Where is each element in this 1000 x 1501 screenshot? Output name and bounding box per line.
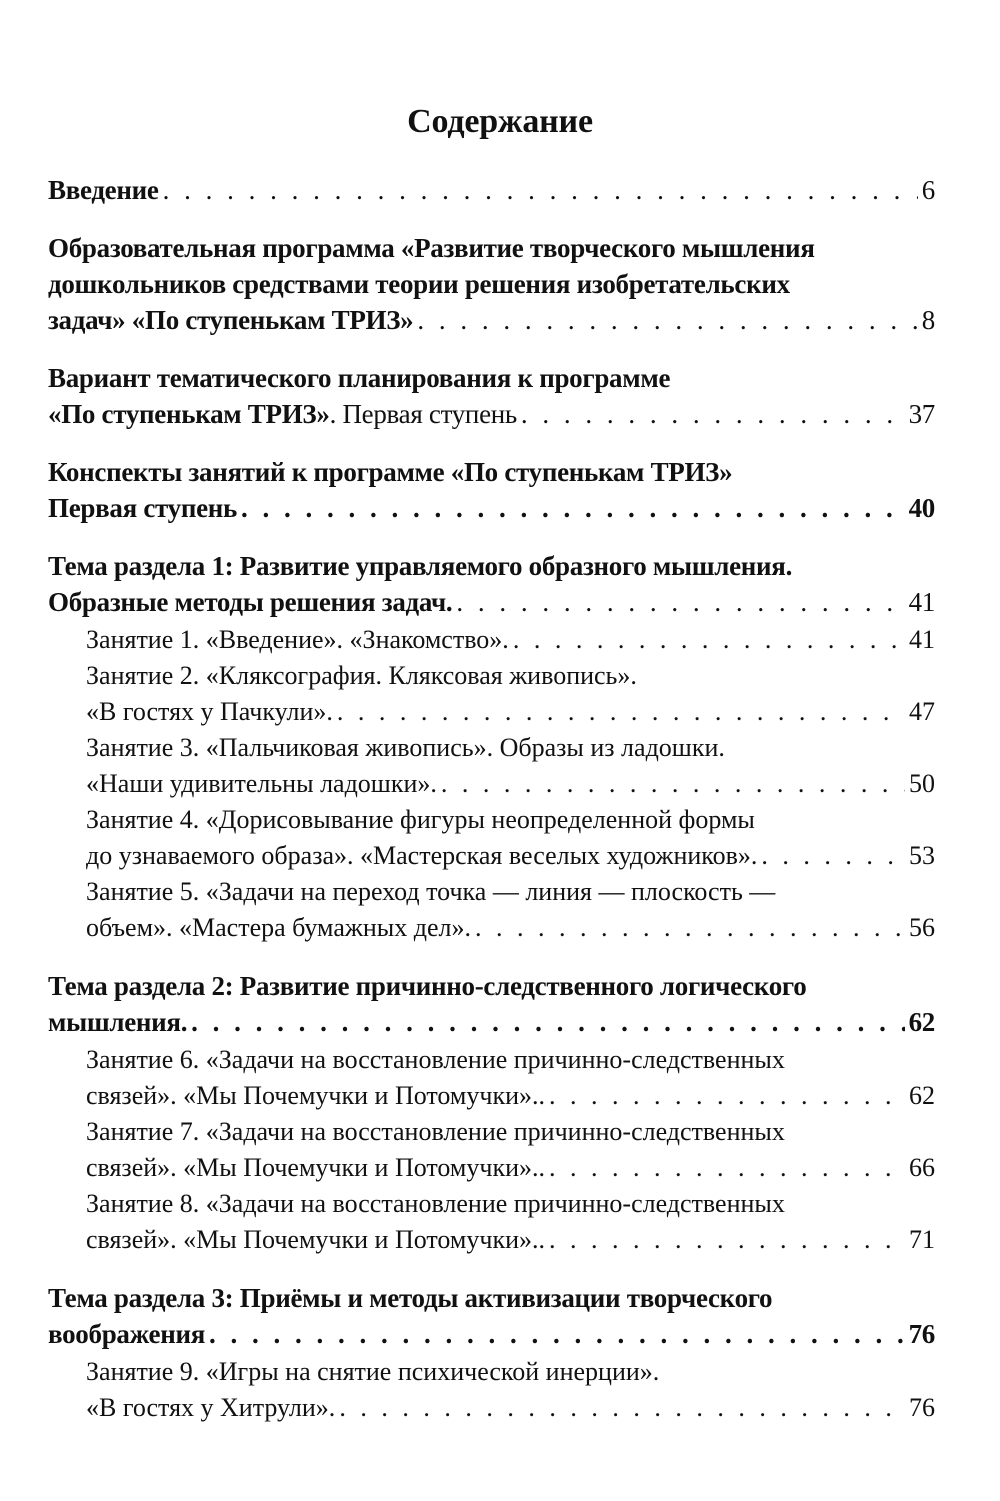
dot-leader: [417, 302, 917, 338]
toc-page-number: 62: [908, 1007, 935, 1037]
page-title: Содержание: [407, 103, 593, 140]
toc-entry-text: [48, 584, 452, 620]
toc-entry-title: Образные методы решения задач.: [48, 587, 453, 617]
toc-entry[interactable]: [48, 1186, 935, 1258]
dot-leader: [761, 838, 905, 874]
toc-entry[interactable]: [48, 548, 935, 620]
toc-entry-text: [86, 838, 757, 874]
toc-entry[interactable]: [48, 968, 935, 1040]
toc-entry[interactable]: [48, 1280, 935, 1352]
toc-page-number: 62: [909, 1081, 935, 1110]
toc-entry-text: [86, 1390, 335, 1426]
toc-entry-last-line: [48, 1004, 935, 1040]
toc-entry-last-line: [86, 1150, 935, 1186]
dot-leader: [549, 1078, 905, 1114]
toc-entry-text: [48, 302, 413, 338]
toc-entry-line: Занятие 7. «Задачи на восстановление причинно-следственных: [86, 1117, 785, 1146]
toc-entry[interactable]: [48, 230, 935, 338]
toc-entry-line: Занятие 2. «Кляксография. Кляксовая живопись».: [86, 661, 637, 690]
toc-entry-title: Первая ступень: [48, 493, 238, 523]
dot-leader: [337, 694, 905, 730]
dot-leader: [456, 584, 904, 620]
toc-entry-text: [86, 1150, 545, 1186]
toc-entry-title: объем». «Мастера бумажных дел».: [86, 913, 471, 942]
toc-entry-last-line: [86, 1222, 935, 1258]
toc-entry-last-line: [86, 622, 935, 658]
toc-entry-text: [86, 694, 333, 730]
toc-entry[interactable]: [48, 658, 935, 730]
toc-entry-last-line: [86, 1390, 935, 1426]
toc-page-number: 6: [921, 175, 935, 205]
dot-leader: [513, 622, 905, 658]
toc-entry-line: Занятие 6. «Задачи на восстановление причинно-следственных: [86, 1045, 785, 1074]
dot-leader: [521, 396, 905, 432]
toc-entry-title: Введение: [48, 175, 159, 205]
toc-page-number: 76: [909, 1393, 935, 1422]
toc-entry-title: «В гостях у Хитрули».: [86, 1393, 336, 1422]
toc-page-number: 56: [909, 913, 935, 942]
dot-leader: [549, 1150, 905, 1186]
toc-entry-text: [48, 1004, 187, 1040]
toc-entry[interactable]: [48, 360, 935, 432]
toc-entry-line: Занятие 5. «Задачи на переход точка — линия — плоскость —: [86, 877, 776, 906]
toc-entry-text: [48, 396, 517, 432]
toc-page-number: 50: [909, 769, 935, 798]
toc-entry-title: «Наши удивительны ладошки».: [86, 769, 437, 798]
toc-page-number: 41: [908, 587, 935, 617]
toc-entry-last-line: [48, 490, 935, 526]
toc-entry-last-line: [48, 584, 935, 620]
toc-entry-text: [48, 490, 237, 526]
toc-entry-line: Тема раздела 2: Развитие причинно-следственного логического: [48, 971, 807, 1001]
toc-entry-last-line: [48, 1316, 935, 1352]
dot-leader: [163, 172, 918, 208]
toc-entry[interactable]: [48, 172, 935, 208]
toc-entry-title: связей». «Мы Почемучки и Потомучки»..: [86, 1081, 545, 1110]
dot-leader: [549, 1222, 905, 1258]
toc-page-number: 8: [921, 305, 935, 335]
toc-entry-last-line: [48, 302, 935, 338]
toc-page-number: 37: [908, 399, 935, 429]
toc-entry-last-line: [48, 396, 935, 432]
toc-entry[interactable]: [48, 1114, 935, 1186]
toc-entry-title: связей». «Мы Почемучки и Потомучки»..: [86, 1225, 545, 1254]
toc-entry-line: Занятие 9. «Игры на снятие психической инерции».: [86, 1357, 660, 1386]
toc-entry-line: Вариант тематического планирования к программе: [48, 363, 671, 393]
toc-entry[interactable]: [48, 874, 935, 946]
toc-entry[interactable]: [48, 1354, 935, 1426]
toc-entry-text: [48, 1316, 205, 1352]
toc-entry-title: до узнаваемого образа». «Мастерская веселых художников».: [86, 841, 758, 870]
toc-entry-text: [86, 766, 437, 802]
toc-page-number: 41: [909, 625, 935, 654]
toc-entry-text: [48, 172, 159, 208]
toc-entry-last-line: [86, 694, 935, 730]
toc-page-number: 71: [909, 1225, 935, 1254]
toc-entry-text: [86, 1078, 545, 1114]
toc-entry[interactable]: [48, 454, 935, 526]
toc-entry-line: Занятие 4. «Дорисовывание фигуры неопределенной формы: [86, 805, 755, 834]
toc-entry-last-line: [48, 172, 935, 208]
toc-entry-title: связей». «Мы Почемучки и Потомучки»..: [86, 1153, 545, 1182]
dot-leader: [475, 910, 905, 946]
toc-page-number: 66: [909, 1153, 935, 1182]
dot-leader: [339, 1390, 905, 1426]
toc-entry-line: дошкольников средствами теории решения изобретательских: [48, 269, 790, 299]
toc-entry-title: задач» «По ступенькам ТРИЗ»: [48, 305, 414, 335]
dot-leader: [441, 766, 905, 802]
toc-entry-title: «По ступенькам ТРИЗ»: [48, 399, 330, 429]
dot-leader: [241, 490, 905, 526]
toc-page-number: 40: [908, 493, 935, 523]
dot-leader: [191, 1004, 904, 1040]
toc-entry[interactable]: [48, 1042, 935, 1114]
toc-entry[interactable]: [48, 622, 935, 658]
toc-page-number: 76: [908, 1319, 935, 1349]
toc-entry-text: [86, 910, 471, 946]
toc-entry-line: Занятие 3. «Пальчиковая живопись». Образы из ладошки.: [86, 733, 725, 762]
toc-entry-line: Занятие 8. «Задачи на восстановление причинно-следственных: [86, 1189, 785, 1218]
toc-entry-text: [86, 1222, 545, 1258]
toc-entry-last-line: [86, 910, 935, 946]
toc-entry-last-line: [86, 766, 935, 802]
toc-entry-text: [86, 622, 509, 658]
toc-entry-last-line: [86, 838, 935, 874]
toc-page-number: 53: [909, 841, 935, 870]
toc-entry[interactable]: [48, 730, 935, 802]
toc-entry-title: мышления.: [48, 1007, 188, 1037]
toc-entry[interactable]: [48, 802, 935, 874]
table-of-contents: [48, 172, 935, 1426]
toc-entry-line: Образовательная программа «Развитие творческого мышления: [48, 233, 815, 263]
toc-entry-line: Тема раздела 1: Развитие управляемого образного мышления.: [48, 551, 793, 581]
toc-entry-line: Конспекты занятий к программе «По ступенькам ТРИЗ»: [48, 457, 733, 487]
toc-entry-last-line: [86, 1078, 935, 1114]
toc-entry-title: «В гостях у Пачкули».: [86, 697, 333, 726]
toc-page-number: 47: [909, 697, 935, 726]
toc-entry-subtitle: . Первая ступень: [329, 399, 517, 429]
toc-entry-title: Занятие 1. «Введение». «Знакомство».: [86, 625, 509, 654]
toc-entry-line: Тема раздела 3: Приёмы и методы активизации творческого: [48, 1283, 773, 1313]
toc-entry-title: воображения: [48, 1319, 206, 1349]
dot-leader: [209, 1316, 905, 1352]
